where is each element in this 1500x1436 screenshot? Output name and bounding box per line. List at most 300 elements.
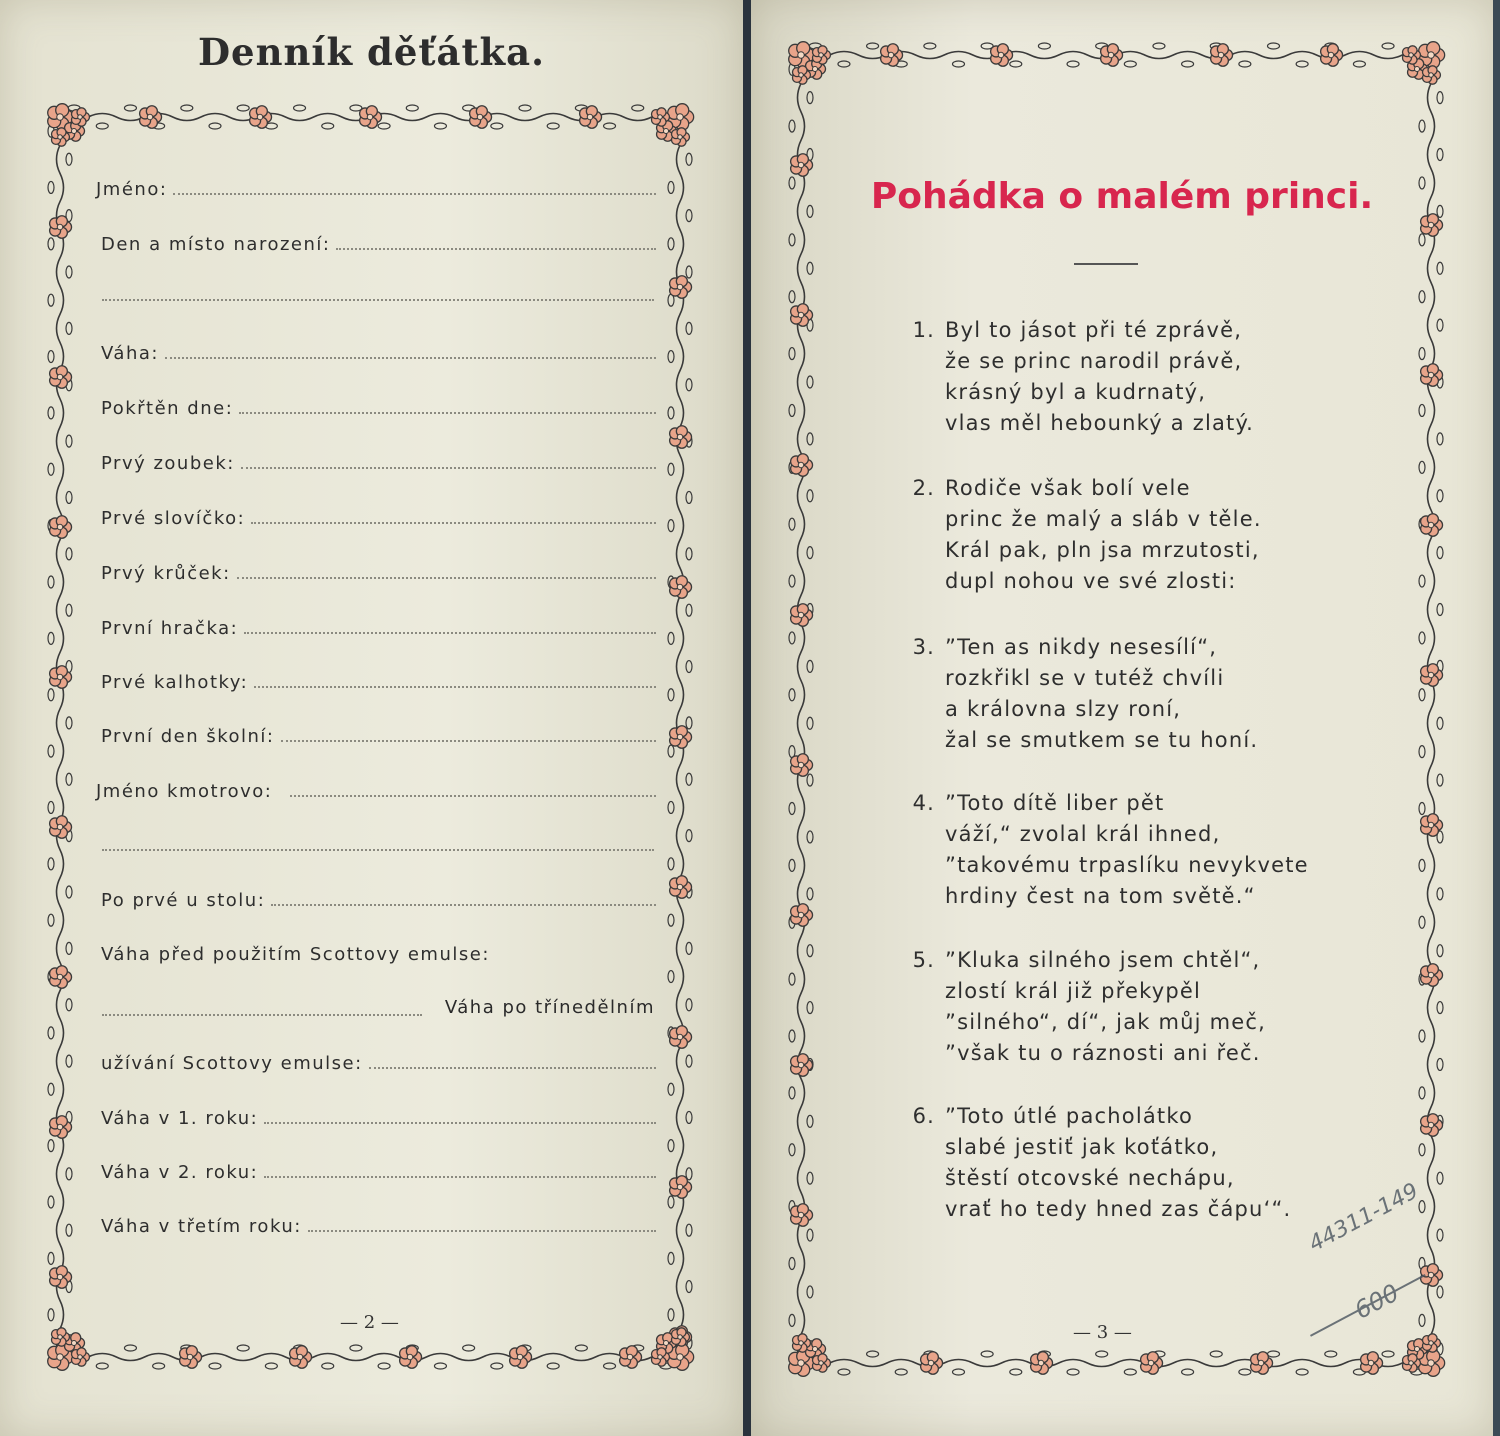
- poem-line: ”takovému trpaslíku nevykvete: [945, 853, 1309, 877]
- field-label: užívání Scottovy emulse:: [101, 1053, 363, 1074]
- leaf-ornament: [686, 999, 692, 1011]
- leaf-ornament: [66, 322, 72, 334]
- leaf-ornament: [575, 1345, 587, 1351]
- flower-ornament: [1422, 66, 1440, 84]
- flower-ornament: [1251, 1352, 1273, 1375]
- leaf-ornament: [66, 1168, 72, 1180]
- leaf-ornament: [66, 435, 72, 447]
- leaf-ornament: [668, 801, 674, 813]
- fill-line: [308, 1230, 656, 1232]
- leaf-ornament: [668, 971, 674, 983]
- leaf-ornament: [1010, 1369, 1022, 1375]
- leaf-ornament: [668, 1083, 674, 1095]
- flower-ornament: [1101, 44, 1123, 67]
- page-number: — 2 —: [340, 1312, 399, 1333]
- leaf-ornament: [48, 1083, 54, 1095]
- fill-line: [264, 1122, 656, 1124]
- leaf-ornament: [807, 490, 813, 502]
- leaf-ornament: [838, 61, 850, 67]
- field-name: [96, 168, 656, 200]
- leaf-ornament: [48, 801, 54, 813]
- leaf-ornament: [807, 1002, 813, 1014]
- fill-line: [251, 522, 656, 524]
- field-weight-year-2: [101, 1151, 656, 1183]
- leaf-ornament: [668, 407, 674, 419]
- field-first-toy: [101, 607, 656, 639]
- poem-line: rozkřikl se v tutéž chvíli: [945, 666, 1225, 690]
- flower-ornament: [991, 44, 1013, 67]
- flower-ornament: [1421, 514, 1443, 537]
- leaf-ornament: [1182, 1369, 1194, 1375]
- leaf-ornament: [686, 210, 692, 222]
- leaf-ornament: [1038, 43, 1050, 49]
- leaf-ornament: [789, 859, 795, 871]
- leaf-ornament: [807, 1115, 813, 1127]
- leaf-ornament: [66, 886, 72, 898]
- leaf-ornament: [789, 518, 795, 530]
- leaf-ornament: [686, 1281, 692, 1293]
- leaf-ornament: [807, 1229, 813, 1241]
- flower-ornament: [670, 1026, 692, 1049]
- poem-line: Král pak, pln jsa mrzutosti,: [945, 538, 1260, 562]
- leaf-ornament: [668, 520, 674, 532]
- leaf-ornament: [686, 379, 692, 391]
- leaf-ornament: [1437, 262, 1443, 274]
- leaf-ornament: [434, 1363, 446, 1369]
- flower-ornament: [71, 108, 89, 126]
- leaf-ornament: [48, 858, 54, 870]
- field-baptized: [101, 387, 656, 419]
- leaf-ornament: [1353, 61, 1365, 67]
- leaf-ornament: [807, 92, 813, 104]
- flower-ornament: [140, 106, 162, 129]
- leaf-ornament: [789, 404, 795, 416]
- field-label: Váha po třínedělním: [444, 997, 655, 1018]
- leaf-ornament: [668, 1196, 674, 1208]
- flower-ornament: [50, 666, 72, 689]
- leaf-ornament: [1419, 1030, 1425, 1042]
- leaf-ornament: [96, 1363, 108, 1369]
- leaf-ornament: [1124, 1369, 1136, 1375]
- field-godparent: [96, 770, 656, 802]
- fill-line: [254, 686, 656, 688]
- poem-title: Pohádka o malém princi.: [870, 176, 1374, 217]
- field-first-step: [101, 552, 656, 584]
- flower-ornament: [1031, 1352, 1053, 1375]
- field-first-word: [101, 497, 656, 529]
- leaf-ornament: [1419, 916, 1425, 928]
- leaf-ornament: [807, 774, 813, 786]
- leaf-ornament: [66, 153, 72, 165]
- cover-edge: [1493, 0, 1500, 1436]
- field-weight-year-1: [101, 1097, 656, 1129]
- leaf-ornament: [1419, 689, 1425, 701]
- leaf-ornament: [48, 1140, 54, 1152]
- pencil-annotation: [1305, 1178, 1465, 1345]
- leaf-ornament: [789, 1030, 795, 1042]
- leaf-ornament: [668, 463, 674, 475]
- flower-ornament: [670, 276, 692, 299]
- leaf-ornament: [789, 689, 795, 701]
- poem-line: princ že malý a sláb v těle.: [945, 507, 1262, 531]
- leaf-ornament: [789, 348, 795, 360]
- leaf-ornament: [1382, 43, 1394, 49]
- flower-ornament: [670, 426, 692, 449]
- leaf-ornament: [668, 181, 674, 193]
- leaf-ornament: [1437, 1058, 1443, 1070]
- flower-ornament: [791, 754, 813, 777]
- field-label: Jméno:: [96, 179, 168, 200]
- leaf-ornament: [867, 43, 879, 49]
- pencil-note-line: 44311-149: [1305, 1178, 1423, 1258]
- leaf-ornament: [686, 773, 692, 785]
- leaf-ornament: [789, 1144, 795, 1156]
- poem-line: Rodiče však bolí vele: [945, 476, 1191, 500]
- stanza-number: 4.: [912, 791, 935, 815]
- poem-line: zlostí král již překypěl: [945, 979, 1202, 1003]
- leaf-ornament: [1437, 603, 1443, 615]
- leaf-ornament: [48, 463, 54, 475]
- flower-ornament: [921, 1352, 943, 1375]
- leaf-ornament: [838, 1369, 850, 1375]
- leaf-ornament: [1268, 1351, 1280, 1357]
- leaf-ornament: [807, 717, 813, 729]
- leaf-ornament: [1419, 575, 1425, 587]
- stanza-number: 2.: [912, 476, 935, 500]
- leaf-ornament: [807, 888, 813, 900]
- fill-line: [264, 1176, 656, 1178]
- leaf-ornament: [1419, 632, 1425, 644]
- leaf-ornament: [789, 973, 795, 985]
- flower-ornament: [791, 1054, 813, 1077]
- poem-line: žal se smutkem se tu honí.: [945, 728, 1259, 752]
- leaf-ornament: [1419, 404, 1425, 416]
- leaf-ornament: [953, 61, 965, 67]
- leaf-ornament: [209, 123, 221, 129]
- fill-line: [244, 632, 656, 634]
- flower-ornament: [1421, 364, 1443, 387]
- leaf-ornament: [209, 1363, 221, 1369]
- leaf-ornament: [48, 1196, 54, 1208]
- page-title: Denník děťátka.: [197, 30, 546, 74]
- leaf-ornament: [807, 945, 813, 957]
- leaf-ornament: [378, 1363, 390, 1369]
- leaf-ornament: [1437, 888, 1443, 900]
- fill-line: [173, 193, 656, 195]
- pencil-note-line: 600: [1350, 1278, 1404, 1325]
- leaf-ornament: [668, 745, 674, 757]
- book-spine: [743, 0, 751, 1436]
- flower-ornament: [470, 106, 492, 129]
- poem-line: ”Toto dítě liber pět: [945, 791, 1165, 815]
- leaf-ornament: [1419, 859, 1425, 871]
- fill-line: [102, 299, 654, 301]
- leaf-ornament: [789, 1087, 795, 1099]
- leaf-ornament: [789, 1314, 795, 1326]
- leaf-ornament: [604, 123, 616, 129]
- leaf-ornament: [1419, 1087, 1425, 1099]
- field-first-tooth: [101, 442, 656, 474]
- leaf-ornament: [953, 1369, 965, 1375]
- leaf-ornament: [668, 1252, 674, 1264]
- leaf-ornament: [66, 717, 72, 729]
- leaf-ornament: [153, 1363, 165, 1369]
- fill-line: [271, 904, 656, 906]
- flower-ornament: [791, 154, 813, 177]
- leaf-ornament: [668, 1140, 674, 1152]
- flower-ornament: [881, 44, 903, 67]
- vine-ornament: [798, 55, 805, 1363]
- leaf-ornament: [463, 1345, 475, 1351]
- leaf-ornament: [668, 238, 674, 250]
- leaf-ornament: [48, 914, 54, 926]
- poem-line: ”Toto útlé pacholátko: [945, 1104, 1194, 1128]
- leaf-ornament: [789, 575, 795, 587]
- leaf-ornament: [48, 632, 54, 644]
- leaf-ornament: [491, 123, 503, 129]
- leaf-ornament: [807, 376, 813, 388]
- leaf-ornament: [686, 1111, 692, 1123]
- leaf-ornament: [66, 1224, 72, 1236]
- fill-line: [165, 357, 656, 359]
- leaf-ornament: [686, 717, 692, 729]
- fill-line: [290, 795, 656, 797]
- leaf-ornament: [547, 123, 559, 129]
- leaf-ornament: [350, 1345, 362, 1351]
- leaf-ornament: [1010, 61, 1022, 67]
- field-weight-year-3: [101, 1205, 656, 1237]
- leaf-ornament: [48, 407, 54, 419]
- leaf-ornament: [1437, 149, 1443, 161]
- leaf-ornament: [1096, 1351, 1108, 1357]
- field-label: Po prvé u stolu:: [101, 890, 266, 911]
- leaf-ornament: [1419, 348, 1425, 360]
- flower-ornament: [620, 1346, 642, 1369]
- fill-line: [102, 849, 654, 851]
- leaf-ornament: [265, 1363, 277, 1369]
- leaf-ornament: [686, 1224, 692, 1236]
- leaf-ornament: [1437, 547, 1443, 559]
- field-label: Pokřtěn dne:: [101, 398, 234, 419]
- leaf-ornament: [1067, 61, 1079, 67]
- vine-ornament: [801, 1360, 1431, 1367]
- leaf-ornament: [124, 1345, 136, 1351]
- flower-ornament: [50, 966, 72, 989]
- pencil-stroke: [1310, 1274, 1426, 1337]
- flower-ornament: [670, 876, 692, 899]
- flower-ornament: [670, 576, 692, 599]
- poem-line: a královna slzy roní,: [945, 697, 1182, 721]
- leaf-ornament: [981, 1351, 993, 1357]
- flower-ornament: [791, 1204, 813, 1227]
- leaf-ornament: [686, 661, 692, 673]
- leaf-ornament: [1182, 61, 1194, 67]
- poem-line: ”Ten as nikdy nesesílí“,: [945, 635, 1218, 659]
- poem-line: slabé jestiť jak koťátko,: [945, 1135, 1219, 1159]
- leaf-ornament: [294, 105, 306, 111]
- leaf-ornament: [66, 604, 72, 616]
- leaf-ornament: [48, 1027, 54, 1039]
- leaf-ornament: [604, 1363, 616, 1369]
- fill-line: [369, 1067, 656, 1069]
- leaf-ornament: [48, 689, 54, 701]
- field-label: První den školní:: [101, 726, 275, 747]
- leaf-ornament: [632, 105, 644, 111]
- flower-ornament: [812, 46, 830, 64]
- leaf-ornament: [668, 858, 674, 870]
- flower-ornament: [50, 516, 72, 539]
- page-number: — 3 —: [1073, 1322, 1132, 1343]
- leaf-ornament: [1296, 61, 1308, 67]
- leaf-ornament: [491, 1363, 503, 1369]
- vine-ornament: [60, 1354, 680, 1361]
- leaf-ornament: [66, 773, 72, 785]
- fill-line: [239, 412, 656, 414]
- leaf-ornament: [181, 105, 193, 111]
- leaf-ornament: [66, 548, 72, 560]
- flower-ornament: [290, 1346, 312, 1369]
- leaf-ornament: [1210, 1351, 1222, 1357]
- poem-line: dupl nohou ve své zlosti:: [945, 569, 1237, 593]
- fill-line: [241, 467, 656, 469]
- field-label: Váha:: [101, 343, 159, 364]
- flower-ornament: [1141, 1352, 1163, 1375]
- fill-line: [281, 740, 657, 742]
- leaf-ornament: [1382, 1351, 1394, 1357]
- leaf-ornament: [406, 105, 418, 111]
- flower-ornament: [1421, 664, 1443, 687]
- field-label: Váha v 2. roku:: [101, 1162, 259, 1183]
- leaf-ornament: [686, 491, 692, 503]
- stanza-number: 5.: [912, 948, 935, 972]
- leaf-ornament: [1419, 1144, 1425, 1156]
- flower-ornament: [50, 216, 72, 239]
- leaf-ornament: [1419, 234, 1425, 246]
- poem-line: že se princ narodil právě,: [945, 349, 1243, 373]
- leaf-ornament: [668, 914, 674, 926]
- leaf-ornament: [789, 291, 795, 303]
- leaf-ornament: [668, 351, 674, 363]
- leaf-ornament: [686, 942, 692, 954]
- leaf-ornament: [1239, 1369, 1251, 1375]
- leaf-ornament: [668, 689, 674, 701]
- leaf-ornament: [1437, 490, 1443, 502]
- leaf-ornament: [48, 576, 54, 588]
- flower-ornament: [791, 904, 813, 927]
- leaf-ornament: [1153, 43, 1165, 49]
- stanza-number: 6.: [912, 1104, 935, 1128]
- leaf-ornament: [48, 1309, 54, 1321]
- leaf-ornament: [1419, 746, 1425, 758]
- leaf-ornament: [48, 1252, 54, 1264]
- leaf-ornament: [867, 1351, 879, 1357]
- leaf-ornament: [237, 105, 249, 111]
- leaf-ornament: [1437, 774, 1443, 786]
- leaf-ornament: [686, 266, 692, 278]
- flower-ornament: [791, 454, 813, 477]
- flower-ornament: [250, 106, 272, 129]
- leaf-ornament: [434, 123, 446, 129]
- flower-ornament: [50, 366, 72, 389]
- field-first-pants: [101, 661, 656, 693]
- leaf-ornament: [1419, 120, 1425, 132]
- title-rule: [1074, 263, 1138, 265]
- flower-ornament: [71, 1348, 89, 1366]
- leaf-ornament: [66, 942, 72, 954]
- leaf-ornament: [48, 294, 54, 306]
- leaf-ornament: [924, 43, 936, 49]
- flower-ornament: [1361, 1352, 1383, 1375]
- leaf-ornament: [48, 745, 54, 757]
- poem-line: hrdiny čest na tom světě.“: [945, 884, 1256, 908]
- poem-line: štěstí otcovské nechápu,: [945, 1166, 1235, 1190]
- field-label: Váha před použitím Scottovy emulse:: [101, 944, 490, 965]
- leaf-ornament: [807, 660, 813, 672]
- poem-line: Byl to jásot při té zprávě,: [945, 318, 1243, 342]
- leaf-ornament: [96, 123, 108, 129]
- field-label: Prvý zoubek:: [101, 453, 235, 474]
- leaf-ornament: [1296, 1369, 1308, 1375]
- fill-line: [102, 1014, 422, 1016]
- flower-ornament: [812, 1354, 830, 1372]
- leaf-ornament: [519, 105, 531, 111]
- flower-ornament: [1421, 1114, 1443, 1137]
- leaf-ornament: [789, 632, 795, 644]
- poem-line: vrať ho tedy hned zas čápu‘“.: [945, 1197, 1292, 1221]
- flower-ornament: [510, 1346, 532, 1369]
- field-first-at-table: [101, 879, 656, 911]
- leaf-ornament: [1419, 291, 1425, 303]
- leaf-ornament: [807, 433, 813, 445]
- leaf-ornament: [1437, 319, 1443, 331]
- flower-ornament: [1211, 44, 1233, 67]
- leaf-ornament: [789, 120, 795, 132]
- leaf-ornament: [66, 999, 72, 1011]
- vine-ornament: [57, 117, 64, 1357]
- leaf-ornament: [48, 238, 54, 250]
- flower-ornament: [50, 816, 72, 839]
- leaf-ornament: [668, 1309, 674, 1321]
- leaf-ornament: [1268, 43, 1280, 49]
- stanza-number: 3.: [912, 635, 935, 659]
- leaf-ornament: [789, 234, 795, 246]
- field-label: Prvý krůček:: [101, 563, 231, 584]
- field-birth: [101, 223, 656, 255]
- leaf-ornament: [322, 1363, 334, 1369]
- leaf-ornament: [686, 153, 692, 165]
- flower-ornament: [791, 304, 813, 327]
- leaf-ornament: [48, 181, 54, 193]
- leaf-ornament: [1124, 61, 1136, 67]
- field-label: Prvé slovíčko:: [101, 508, 246, 529]
- leaf-ornament: [668, 632, 674, 644]
- leaf-ornament: [1419, 461, 1425, 473]
- leaf-ornament: [1437, 433, 1443, 445]
- field-label: První hračka:: [101, 618, 239, 639]
- leaf-ornament: [124, 105, 136, 111]
- leaf-ornament: [66, 1055, 72, 1067]
- leaf-ornament: [807, 547, 813, 559]
- flower-ornament: [1421, 814, 1443, 837]
- flower-ornament: [50, 1116, 72, 1139]
- field-first-school-day: [101, 715, 656, 747]
- leaf-ornament: [1437, 92, 1443, 104]
- leaf-ornament: [547, 1363, 559, 1369]
- leaf-ornament: [66, 491, 72, 503]
- leaf-ornament: [378, 123, 390, 129]
- field-weight: [101, 332, 656, 364]
- leaf-ornament: [66, 266, 72, 278]
